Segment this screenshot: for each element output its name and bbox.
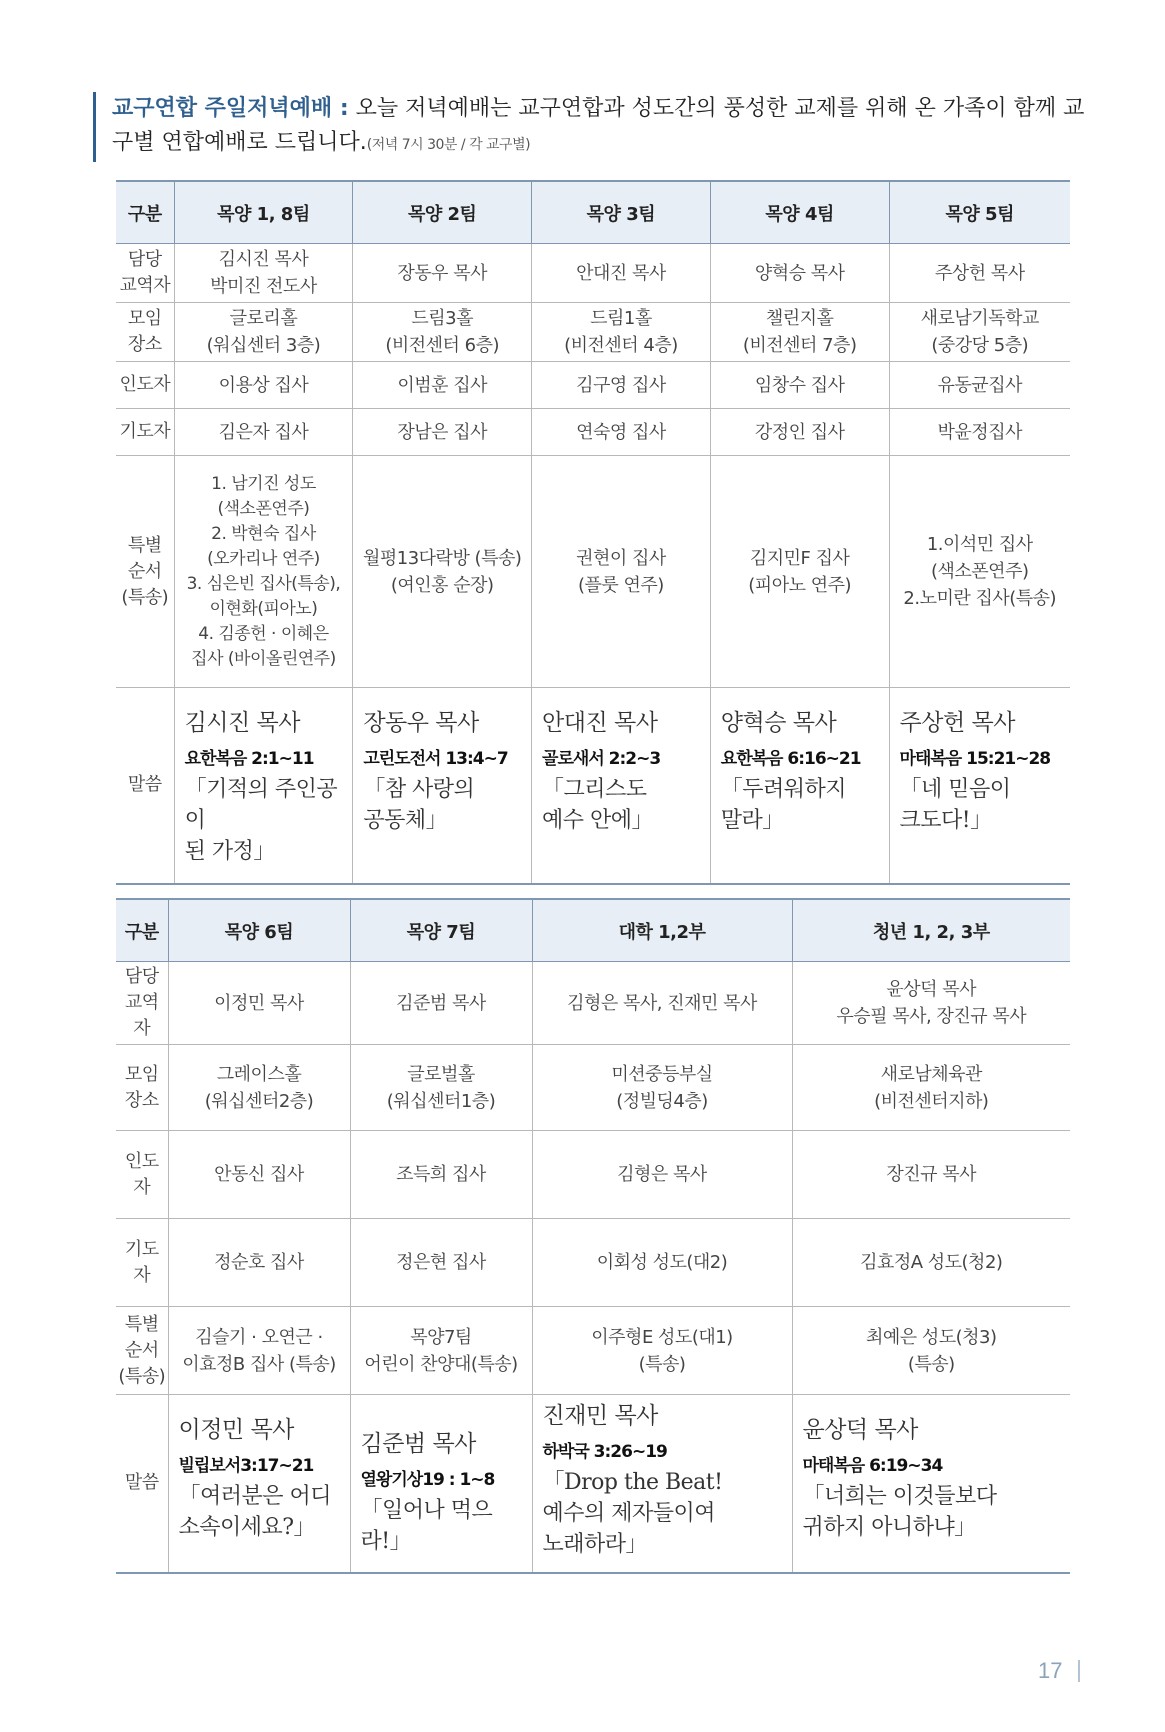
table-cell: 김구영 집사 [532,362,711,409]
table-cell: 양혁승 목사 [710,244,889,303]
table-cell: 이정민 목사 [168,962,350,1045]
sermon-title: 「Drop the Beat! 예수의 제자들이여 노래하라」 [542,1470,723,1557]
table-row [116,1045,1070,1131]
header-cell: 대학 1,2부 [532,899,792,962]
row-label: 모임 장소 [116,303,174,362]
sermon-preacher: 장동우 목사 [363,710,479,736]
row-label: 기도자 [116,1219,168,1307]
sermon-reference: 고린도전서 13:4~7 [363,749,508,769]
schedule-table-1 [116,180,1070,885]
sermon-reference: 요한복음 6:16~21 [720,749,861,769]
table-cell: 윤상덕 목사 우승필 목사, 장진규 목사 [792,962,1070,1045]
table-cell: 미션중등부실 (정빌딩4층) [532,1045,792,1131]
table-cell: 김형은 목사 [532,1131,792,1219]
table-cell: 1.이석민 집사 (색소폰연주) 2.노미란 집사(특송) [889,456,1070,688]
header-cell: 구분 [116,899,168,962]
table-cell: 김지민F 집사 (피아노 연주) [710,456,889,688]
table-header-row [116,899,1070,962]
table-cell: 챌린지홀 (비전센터 7층) [710,303,889,362]
sermon-cell [350,1395,532,1573]
table-cell: 최예은 성도(청3) (특송) [792,1307,1070,1395]
header-cell: 목양 7팀 [350,899,532,962]
table-cell: 1. 남기진 성도 (색소폰연주) 2. 박현숙 집사 (오카리나 연주) 3. 심은빈 집사(특송), 이현화(피아노) 4. 김종헌 · 이혜은 집사 (바이올린연주) [174,456,353,688]
sermon-cell [792,1395,1070,1573]
row-label: 담당 교역자 [116,962,168,1045]
sermon-title: 「두려워하지 말라」 [720,777,847,833]
table-row [116,1307,1070,1395]
row-label: 담당 교역자 [116,244,174,303]
table-cell: 이범훈 집사 [353,362,532,409]
row-label: 모임 장소 [116,1045,168,1131]
sermon-reference: 골로새서 2:2~3 [542,749,661,769]
table-cell: 새로남체육관 (비전센터지하) [792,1045,1070,1131]
sermon-preacher: 윤상덕 목사 [802,1417,918,1443]
row-label: 특별 순서 (특송) [116,1307,168,1395]
sermon-reference: 요한복음 2:1~11 [184,749,314,769]
table-cell: 정순호 집사 [168,1219,350,1307]
row-label: 기도자 [116,409,174,456]
header-cell: 청년 1, 2, 3부 [792,899,1070,962]
sermon-cell [353,688,532,884]
sermon-title: 「너희는 이것들보다 귀하지 아니하냐」 [802,1484,997,1540]
sermon-cell [168,1395,350,1573]
table-cell: 임창수 집사 [710,362,889,409]
sermon-title: 「그리스도 예수 안에」 [542,777,654,833]
table-header-row [116,181,1070,244]
table-cell: 김준범 목사 [350,962,532,1045]
sermon-cell [710,688,889,884]
table-cell: 조득희 집사 [350,1131,532,1219]
table-cell: 강정인 집사 [710,409,889,456]
table-cell: 새로남기독학교 (중강당 5층) [889,303,1070,362]
row-label: 특별 순서 (특송) [116,456,174,688]
sermon-title: 「여러분은 어디 소속이세요?」 [178,1484,332,1540]
table-row [116,409,1070,456]
table-cell: 목양7팀 어린이 찬양대(특송) [350,1307,532,1395]
row-label: 인도자 [116,362,174,409]
header-cell: 목양 6팀 [168,899,350,962]
sermon-reference: 빌립보서3:17~21 [178,1456,314,1476]
table-cell: 주상헌 목사 [889,244,1070,303]
intro-time-note: (저녁 7시 30분 / 각 교구별) [366,137,531,153]
table-cell: 드림1홀 (비전센터 4층) [532,303,711,362]
table-row [116,688,1070,884]
sermon-preacher: 안대진 목사 [542,710,658,736]
table-cell: 연숙영 집사 [532,409,711,456]
intro-text: 오늘 저녁예배는 교구연합과 성도간의 풍성한 교제를 위해 온 가족이 함께 교구별 연합예배로 드립니다. [112,96,1085,155]
table-cell: 안대진 목사 [532,244,711,303]
sermon-preacher: 이정민 목사 [178,1417,294,1443]
table-cell: 그레이스홀 (워십센터2층) [168,1045,350,1131]
header-cell: 목양 1, 8팀 [174,181,353,244]
page-number-divider [1078,1660,1080,1682]
sermon-title: 「참 사랑의 공동체」 [363,777,475,833]
intro-heading: 교구연합 주일저녁예배 : [112,96,349,121]
table-row [116,1395,1070,1573]
sermon-reference: 하박국 3:26~19 [542,1442,667,1462]
table-cell: 안동신 집사 [168,1131,350,1219]
table-cell: 이용상 집사 [174,362,353,409]
row-label: 말씀 [116,688,174,884]
table-cell: 유동균집사 [889,362,1070,409]
table-row [116,244,1070,303]
sermon-preacher: 진재민 목사 [542,1403,658,1429]
sermon-reference: 마태복음 15:21~28 [899,749,1051,769]
table-cell: 정은현 집사 [350,1219,532,1307]
page-number: 17 [1038,1658,1063,1683]
table-cell: 드림3홀 (비전센터 6층) [353,303,532,362]
table-cell: 김슬기 · 오연근 · 이효정B 집사 (특송) [168,1307,350,1395]
header-cell: 구분 [116,181,174,244]
intro-paragraph [93,92,1102,162]
table-cell: 월평13다락방 (특송) (여인홍 순장) [353,456,532,688]
table-cell: 이회성 성도(대2) [532,1219,792,1307]
table-row [116,362,1070,409]
table-cell: 장동우 목사 [353,244,532,303]
table-row [116,1131,1070,1219]
table-row [116,962,1070,1045]
sermon-preacher: 김준범 목사 [360,1431,476,1457]
sermon-preacher: 김시진 목사 [184,710,300,736]
row-label: 말씀 [116,1395,168,1573]
table-cell: 김은자 집사 [174,409,353,456]
table-cell: 이주형E 성도(대1) (특송) [532,1307,792,1395]
header-cell: 목양 3팀 [532,181,711,244]
row-label: 인도자 [116,1131,168,1219]
sermon-title: 「일어나 먹으라!」 [360,1498,493,1554]
sermon-title: 「기적의 주인공이 된 가정」 [184,777,338,864]
table-cell: 장진규 목사 [792,1131,1070,1219]
sermon-reference: 마태복음 6:19~34 [802,1456,943,1476]
sermon-title: 「네 믿음이 크도다!」 [899,777,1011,833]
header-cell: 목양 5팀 [889,181,1070,244]
table-cell: 권현이 집사 (플룻 연주) [532,456,711,688]
table-cell: 글로벌홀 (워십센터1층) [350,1045,532,1131]
sermon-cell [532,1395,792,1573]
schedule-table-2 [116,898,1070,1574]
table-row [116,1219,1070,1307]
table-cell: 장남은 집사 [353,409,532,456]
table-cell: 김시진 목사 박미진 전도사 [174,244,353,303]
table-row [116,303,1070,362]
table-cell: 글로리홀 (워십센터 3층) [174,303,353,362]
sermon-cell [532,688,711,884]
sermon-reference: 열왕기상19 : 1~8 [360,1470,495,1490]
table-cell: 김형은 목사, 진재민 목사 [532,962,792,1045]
table-row [116,456,1070,688]
sermon-preacher: 양혁승 목사 [720,710,837,736]
table-cell: 김효정A 성도(청2) [792,1219,1070,1307]
sermon-cell [889,688,1070,884]
sermon-preacher: 주상헌 목사 [899,710,1015,736]
header-cell: 목양 2팀 [353,181,532,244]
sermon-cell [174,688,353,884]
header-cell: 목양 4팀 [710,181,889,244]
table-cell: 박윤정집사 [889,409,1070,456]
